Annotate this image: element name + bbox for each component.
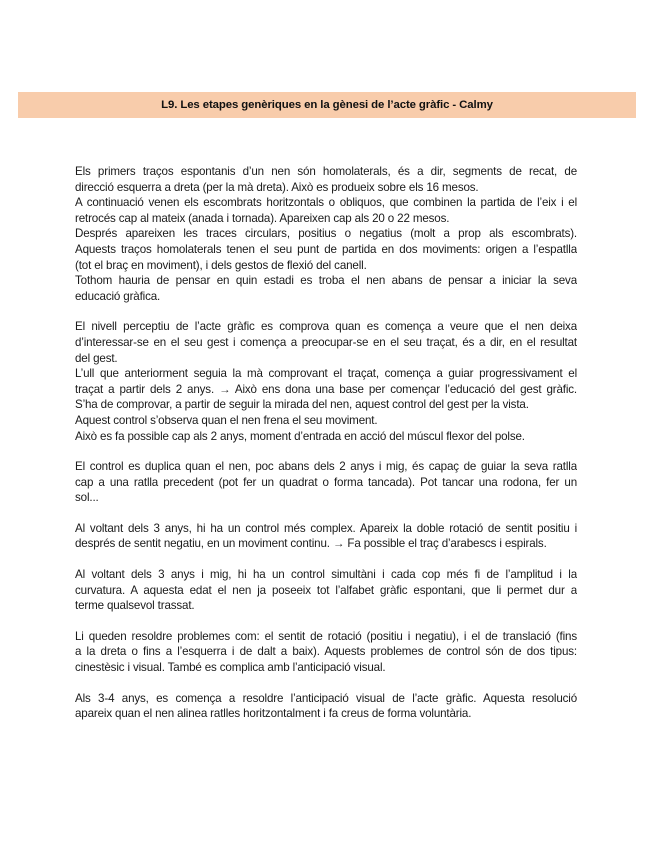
- text-line: Li queden resoldre problemes com: el sentit de rotació (positiu i negatiu), i el de translació (fins: [75, 629, 577, 643]
- paragraph: [75, 521, 577, 552]
- text-line: cinestèsic i visual. També es complica amb l’anticipació visual.: [75, 661, 386, 675]
- text-line: Això es fa possible cap als 2 anys, moment d’entrada en acció del múscul flexor del polse.: [75, 429, 525, 443]
- document-title: L9. Les etapes genèriques en la gènesi de l’acte gràfic - Calmy: [161, 99, 493, 111]
- paragraph: [75, 319, 577, 444]
- text-line: educació gràfica.: [75, 289, 161, 303]
- text-line: Tothom hauria de pensar en quin estadi es troba el nen abans de pensar a iniciar la seva: [75, 274, 577, 288]
- text-line: després de sentit negatiu, en un moviment continu. → Fa possible el traç d’arabescs i espirals.: [75, 537, 547, 551]
- text-line: Al voltant dels 3 anys, hi ha un control més complex. Apareix la doble rotació de sentit positiu i: [75, 521, 577, 535]
- text-line: sol...: [75, 491, 99, 505]
- text-line: direcció esquerra a dreta (per la mà dreta). Això es produeix sobre els 16 mesos.: [75, 180, 479, 194]
- text-line: (tot el braç en moviment), i dels gestos de flexió del canell.: [75, 258, 367, 272]
- text-line: del gest.: [75, 351, 118, 365]
- paragraph: [75, 629, 577, 676]
- text-line: Aquests traços homolaterals tenen el seu punt de partida en dos moviments: origen a l’espatlla: [75, 242, 577, 256]
- title-bar: [18, 92, 636, 118]
- text-line: curvatura. A aquesta edat el nen ja poseeix tot l’alfabet gràfic espontani, que li permet dur a: [75, 583, 577, 597]
- text-line: d’interessar-se en el seu gest i comença a preocupar-se en el seu traçat, és a dir, en el resultat: [75, 335, 577, 349]
- text-line: traçat a partir dels 2 anys. → Això ens dona una base per començar l’educació del gest gràfic.: [75, 382, 577, 396]
- text-line: Als 3-4 anys, es comença a resoldre l’anticipació visual de l’acte gràfic. Aquesta resolució: [75, 691, 577, 705]
- text-line: terme qualsevol trassat.: [75, 599, 195, 613]
- text-line: cap a una ratlla precedent (pot fer un quadrat o forma tancada). Pot tancar una rodona, fer un: [75, 475, 577, 489]
- document-body: [75, 164, 577, 737]
- text-line: A continuació venen els escombrats horitzontals o obliquos, que combinen la partida de l’eix i el: [75, 196, 577, 210]
- paragraph: [75, 164, 577, 304]
- paragraph: [75, 459, 577, 506]
- text-line: Després apareixen les traces circulars, positius o negatius (molt a prop als escombrats).: [75, 227, 577, 241]
- text-line: retrocés cap al mateix (anada i tornada). Apareixen cap als 20 o 22 mesos.: [75, 211, 450, 225]
- paragraph: [75, 567, 577, 614]
- text-line: S’ha de comprovar, a partir de seguir la mirada del nen, aquest control del gest per la vista.: [75, 398, 529, 412]
- text-line: apareix quan el nen alinea ratlles horitzontalment i fa creus de forma voluntària.: [75, 707, 472, 721]
- text-line: El nivell perceptiu de l’acte gràfic es comprova quan es comença a veure que el nen deixa: [75, 320, 577, 334]
- paragraph: [75, 691, 577, 722]
- text-line: Aquest control s’observa quan el nen frena el seu moviment.: [75, 413, 378, 427]
- text-line: Els primers traços espontanis d’un nen són homolaterals, és a dir, segments de recat, de: [75, 165, 577, 178]
- text-line: a la dreta o fins a l’esquerra i de dalt a baix). Aquests problemes de control són de dos tipus:: [75, 645, 577, 659]
- text-line: Al voltant dels 3 anys i mig, hi ha un control simultàni i cada cop més fi de l’amplitud i la: [75, 568, 577, 582]
- text-line: L’ull que anteriorment seguia la mà comprovant el traçat, comença a guiar progressivament el: [75, 367, 577, 381]
- text-line: El control es duplica quan el nen, poc abans dels 2 anys i mig, és capaç de guiar la seva ratlla: [75, 460, 577, 474]
